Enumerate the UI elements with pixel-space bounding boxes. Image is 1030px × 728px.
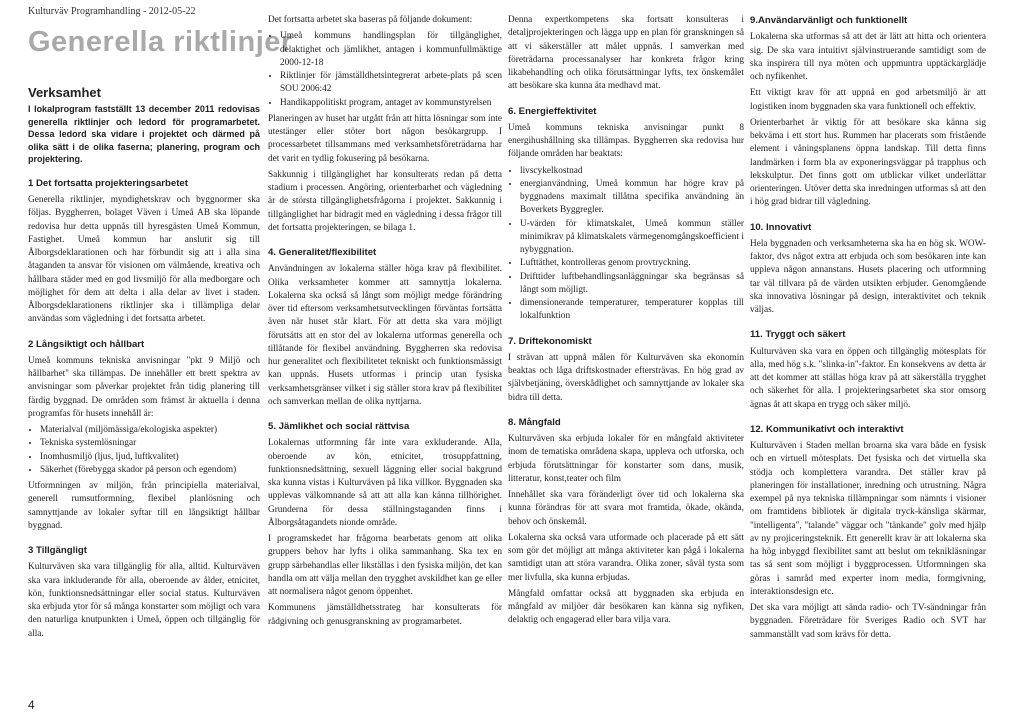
- paragraph: Planeringen av huset har utgått från att hitta lösningar som inte utestänger eller stöter bort någon besökargrupp. I processarbetet tillsammans med verksamhetsföreträdarna har det varit en tydlig fokusering på besökarna.: [268, 113, 502, 164]
- section-text-2: Umeå kommuns tekniska anvisningar "pkt 9 Miljö och hållbarhet" ska tillämpas. De innehåller ett brett spektra av anvisningar som påverkar projektet från tidig planering till färdig byggnad. De områden som främst är aktuella i denna programfas för husets innehåll är:: [28, 355, 260, 419]
- section-title-12: 12. Kommunikativt och interaktivt: [750, 423, 904, 435]
- column-1: [28, 86, 260, 644]
- section-title-8: 8. Mångfald: [508, 416, 561, 428]
- list-item: • Umeå kommuns handlingsplan för tillgänglighet, delaktighet och jämlikhet, antagen i kommunfullmäktige 2000-12-18: [280, 30, 502, 70]
- section-text-11: Kulturväven ska vara en öppen och tillgänglig mötesplats för alla, med hög s.k. "slinka-in"-faktor. En konsekvens av detta är att det kommer att ställas höga krav på att säkerställa trygghet och säkerhet för alla. I projekteringsarbetet ska stor omsorg ägnas åt att skapa en trygg och säker miljö.: [750, 346, 986, 410]
- list-item: • Inomhusmiljö (ljus, ljud, luftkvalitet): [40, 451, 260, 464]
- list-item: • Riktlinjer för jämställdhetsintegrerat arbete-plats på scen SOU 2006:42: [280, 70, 502, 97]
- list-item: • Materialval (miljömässiga/ekologiska aspekter): [40, 424, 260, 437]
- bullet-list-2: [28, 424, 260, 477]
- section-text-8c: Lokalerna ska också vara utformade och placerade på ett sätt som gör det möjligt att många aktiviteter kan pågå i lokalerna samtidigt utan att störa varandra. Olika zoner, såväl tysta som mer livfulla, ska kunna erbjudas.: [508, 532, 744, 583]
- section-text-8: Kulturväven ska erbjuda lokaler för en mångfald aktiviteter inom de tematiska områdena skapa, uppleva och utforska, och erbjuda förutsättningar för konstarter som dans, musik, litteratur, konst,teater och film: [508, 434, 744, 484]
- list-item: • Handikappolitiskt program, antaget av kommunstyrelsen: [280, 97, 502, 110]
- section-text-5c: Kommunens jämställdhetsstrateg har konsulterats för rådgivning och genusgranskning av programarbetet.: [268, 603, 502, 627]
- section-text-12: Kulturväven i Staden mellan broarna ska vara både en fysisk och en virtuell mötesplats. Det fysiska och det virtuella ska stödja och komplettera varandra. Det ställer krav på planeringen för installationer, inredning och utrustning. Några exempel på nya tekniska tillämpningar som nämnts i visioner om framtidens bibliotek är digitala tryck-känsliga skärmar, "intelligenta", "talande" väggar och "tänkande" golv med hjälp av ny projiceringsteknik. Ett generellt krav är att lokalerna ska ha hög inbyggd flexibilitet samt att beslut om teknikläsningar tas så sent som möjligt i byggprocessen. Utformningen ska göras i samråd med experter inom media, formgivning, interaktionsdesign etc.: [750, 441, 986, 597]
- section-text-9c: Orienterbarhet är viktig för att besökare ska känna sig bekväma i ett stort hus. Rummen har placerats som fristående element i våningsplanens öppna landskap. Till detta finns landmärken i form bla av exponeringsväggar på trapphus och lekskulptur. Det finns gott om utblickar vilket underlättar orienteringen. Utöver detta ska inredningen utformas så att den i hög grad bidrar till vägledning.: [750, 117, 986, 208]
- documents-intro: Det fortsatta arbetet ska baseras på följande dokument:: [268, 15, 473, 25]
- section-text-5: Lokalernas utformning får inte vara exkluderande. Alla, oberoende av kön, etnicitet, trosuppfattning, funktionsnedsättning, sexuell läggning eller social bakgrund ska kunna vistas i Kulturväven på lika villkor. Byggnaden ska upplevas välkomnande så att att alla kan känna tillhörighet. Grunderna för dessa ställningstaganden finns i Ålborgsåtagandets nionde område.: [268, 438, 502, 528]
- section-text-5b: I programskedet har frågorna bearbetats genom att olika gruppers behov har lyfts i olika sammanhang. Ska tex en grupp särbehandlas eller likställas i den fysiska miljön, det kan handla om att välja mellan den trygghet avskildhet kan ge eller att normalisera något genom öppenhet.: [268, 534, 502, 597]
- section-text-6: Umeå kommuns tekniska anvisningar punkt 8 energihushållning ska tillämpas. Byggherren ska redovisa hur följande områden har beaktats:: [508, 122, 744, 160]
- list-item: • Lufttäthet, kontrolleras genom provtryckning.: [520, 257, 744, 270]
- section-text-9b: Ett viktigt krav för att uppnå en god arbetsmiljö är att logistiken inom byggnaden ska vara funktionell och effektiv.: [750, 88, 986, 112]
- list-item: • Tekniska systemlösningar: [40, 437, 260, 450]
- section-heading-verksamhet: Verksamhet: [28, 85, 101, 100]
- list-item: • U-värden för klimatskalet, Umeå kommun ställer minimikrav på klimatskalets värmegenomgångskoefficient i nybyggnation.: [520, 218, 744, 258]
- section-title-2: 2 Långsiktigt och hållbart: [28, 338, 145, 350]
- section-text-3: Kulturväven ska vara tillgänglig för alla, alltid. Kulturväven ska vara inkluderande för alla, oberoende av ålder, etnicitet, kön, funktionsnedsättningar eller social status. Kulturväven ska erbjuda ytor för så många konstarter som möjligt och vara den naturliga knutpunkten i Umeå, öppen och tillgänglig för alla.: [28, 562, 260, 639]
- documents-list: [268, 30, 502, 110]
- section-title-5: 5. Jämlikhet och social rättvisa: [268, 421, 410, 432]
- list-item: • energianvändning, Umeå kommun har högre krav på byggnadens maximalt tillåtna specifika användning än Boverkets Byggregler.: [520, 178, 744, 218]
- bullet-list-6: [508, 165, 744, 324]
- section-text-7: I strävan att uppnå målen för Kulturväven ska ekonomin beaktas och låga driftskostnader eftersträvas. En hög grad av självbetjäning, överskådlighet och samnyttjande av lokaler ska bidra till detta.: [508, 352, 744, 403]
- page-number: 4: [28, 698, 35, 712]
- section-text-2b: Utformningen av miljön, från principiella materialval, generell rumsutformning, flexibel planlösning och samnyttjande av lokaler syftar till en långsiktigt hållbar byggnad.: [28, 481, 260, 531]
- document-header: Kulturväv Programhandling - 2012-05-22: [28, 6, 196, 17]
- column-4: [750, 14, 986, 645]
- lead-paragraph: I lokalprogram fastställt 13 december 2011 redovisas generella riktlinjer och ledord för programarbetet. Dessa ledord ska vidare i projektet och därmed på olika sätt i de olika faserna; planering, program och projektering.: [28, 104, 260, 165]
- section-text-12b: Det ska vara möjligt att sända radio- och TV-sändningar från byggnaden. Företrädare för Sveriges Radio och SVT har sammanställt vad som krävs för detta.: [750, 603, 986, 640]
- list-item: • dimensionerande temperaturer, temperaturer kopplas till lokalfunktion: [520, 297, 744, 324]
- column-3: [508, 14, 744, 631]
- section-title-7: 7. Driftekonomiskt: [508, 335, 592, 347]
- section-title-11: 11. Tryggt och säkert: [750, 329, 846, 341]
- list-item: • livscykelkostnad: [520, 165, 744, 178]
- section-text-9: Lokalerna ska utformas så att det är lätt att hitta och orientera sig. De ska vara intuitivt självinstruerande samtidigt som de ska inspirera till nya möten och uppmuntra upptäckarglädje och nyfikenhet.: [750, 32, 986, 82]
- list-item: • Drifttider luftbehandlingsanläggningar ska begränsas så långt som möjligt.: [520, 271, 744, 298]
- section-title-3: 3 Tillgängligt: [28, 545, 87, 556]
- paragraph: Sakkunnig i tillgänglighet har konsulterats redan på detta stadium i processen. Angöring, orienterbarhet och vägledning är de största tillgänglighetsfrågorna i projektet. Sakkunnig i tillgänglighet har bidragit med en vägledning i dessa frågor till det fortsatta projekteringen, se bilaga 1.: [268, 169, 502, 233]
- section-text-8d: Mångfald omfattar också att byggnaden ska erbjuda en mångfald av miljöer där besökaren kan känna sig nyfiken, delaktig och engagerad eller bara vilja vara.: [508, 588, 744, 626]
- section-title-6: 6. Energieffektivitet: [508, 105, 597, 117]
- section-text-4: Användningen av lokalerna ställer höga krav på flexibilitet. Olika verksamheter kommer att samnyttja lokalerna. Lokalerna ska också så långt som möjligt medge förändring över tid eftersom verksamhetsutvecklingen förväntas fortsätta även när huset står klart. För att detta ska vara möjligt förutsätts att en stor del av lokalerna utformas generella och tillåtande för flexibel användning. Byggherren ska redovisa hur generalitet och flexibilitetet tekniskt och funktionsmässigt kan uppnås. Husets utformas i princip utan fysiska verksamhetsgränser vilket i sig ställer stora krav på flexibilitet och samverkan mellan de olika nyttjarna.: [268, 264, 502, 407]
- paragraph: Denna expertkompetens ska fortsatt konsulteras i detaljprojekteringen och lägga upp en plan för granskningen så att vi säkerställer att målet uppnås. I samverkan med företrädarna processanalyser har konkreta frågor kring likabehandling och olika förutsättningar lyfts, tex önskemålet att besökare ska kunna äta medhavd mat.: [508, 15, 744, 92]
- list-item: • Säkerhet (förebygga skador på person och egendom): [40, 464, 260, 477]
- section-text-1: Generella riktlinjer, myndighetskrav och byggnormer ska följas. Byggherren, bolaget Väven i Umeå AB ska löpande redovisa hur detta uppnås till hyresgästen Umeå Kommun, Fastighet. Umeå kommun har anslutit sig till Ålborgsdeklarationen och har förbundit sig att i alla sina åtaganden ta ansvar för visionen om välmående, kreativa och hållbara städer med en god livsmiljö för alla medborgare och möjlighet för dem att delta i alla delar av livet i staden. Ålborgsdeklarationens riktlinjer ska i tillämpliga delar användas som vägledning i det fortsatta arbetet.: [28, 195, 260, 325]
- section-text-10: Hela byggnaden och verksamheterna ska ha en hög sk. WOW-faktor, dvs något extra att erbjuda och som besökaren inte kan uppleva någon annanstans. Husets placering och utformning tar väl tillvara på de värden utsikten erbjuder. Genomgående ska innovativa lösningar på design, interaktivitet och teknik väljas.: [750, 238, 986, 315]
- column-2: [268, 14, 502, 632]
- section-text-8b: Innehållet ska vara föränderligt över tid och lokalerna ska kunna förändras för att svara mot framtida, ökade, okända, behov och önskemål.: [508, 490, 744, 527]
- page-title: Generella riktlinjer: [28, 26, 293, 58]
- section-title-10: 10. Innovativt: [750, 221, 812, 233]
- section-title-9: 9.Användarvänligt och funktionellt: [750, 15, 908, 26]
- section-title-1: 1 Det fortsatta projekteringsarbetet: [28, 177, 188, 189]
- section-title-4: 4. Generalitet/flexibilitet: [268, 247, 377, 258]
